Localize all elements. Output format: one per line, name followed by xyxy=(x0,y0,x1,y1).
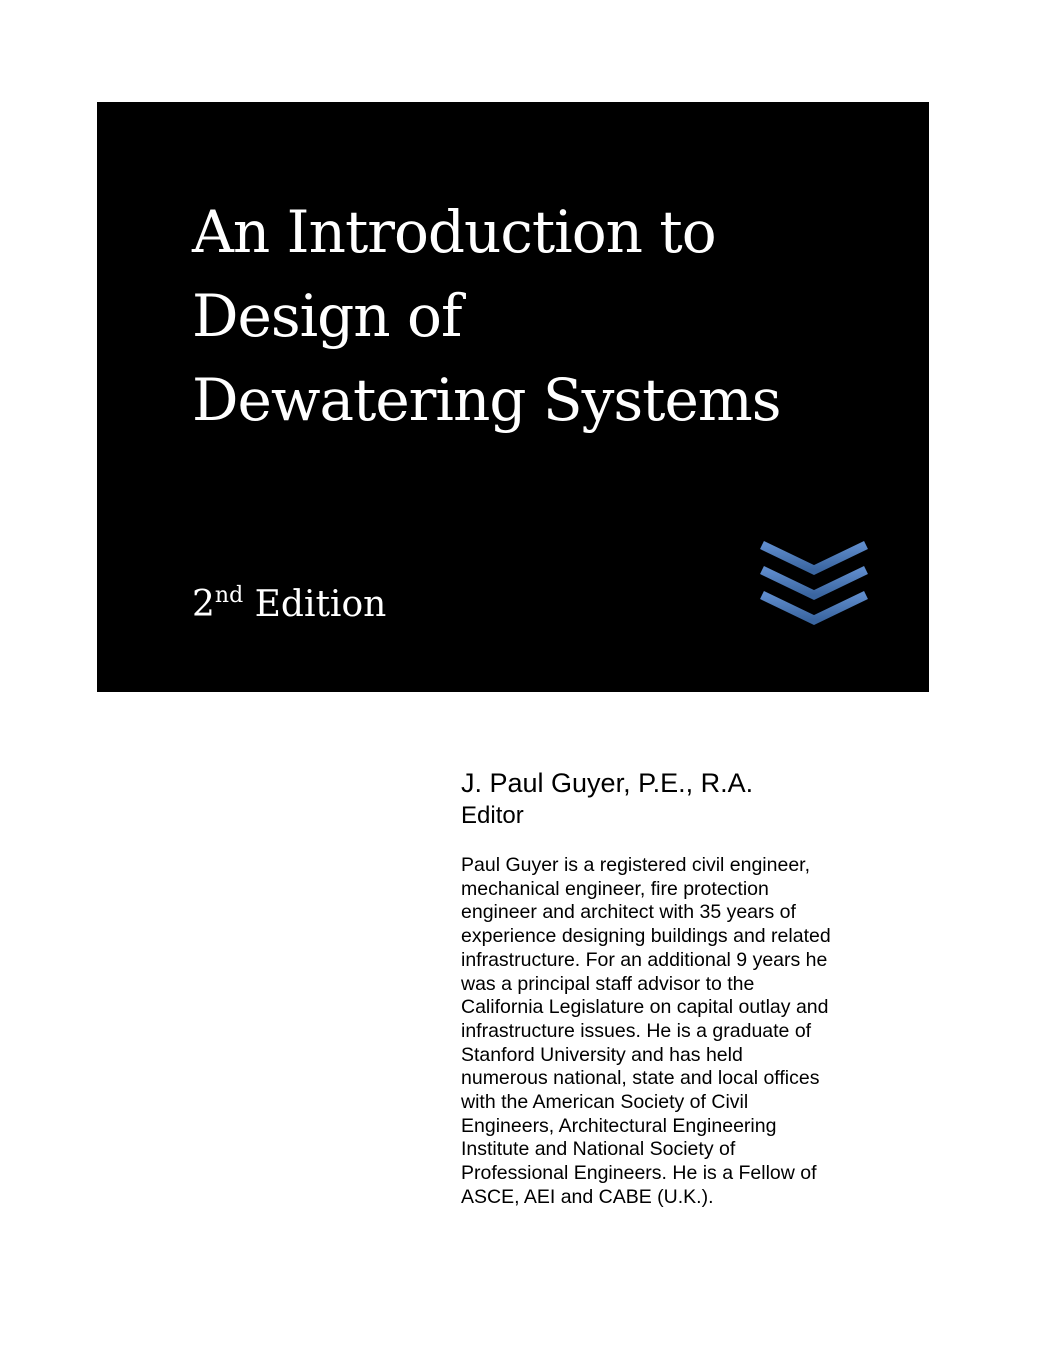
author-name: J. Paul Guyer, P.E., R.A. xyxy=(461,768,754,798)
cover-panel xyxy=(97,102,929,692)
author-bio xyxy=(461,854,901,1210)
bio-line: Stanford University and has held xyxy=(461,1043,743,1066)
chevron-shape xyxy=(762,545,866,570)
title-line: Design of xyxy=(192,282,462,350)
bio-line: Paul Guyer is a registered civil engineer, xyxy=(461,854,811,876)
bio-line: experience designing buildings and related xyxy=(461,925,831,948)
bio-line: with the American Society of Civil xyxy=(461,1091,749,1114)
bio-line: Institute and National Society of xyxy=(461,1138,736,1161)
bio-line: was a principal staff advisor to the xyxy=(461,972,755,995)
bio-line: mechanical engineer, fire protection xyxy=(461,877,769,900)
edition-number: 2 xyxy=(192,584,215,625)
bio-line: California Legislature on capital outlay and xyxy=(461,996,829,1019)
author-block xyxy=(461,766,901,1210)
author-role: Editor xyxy=(461,802,524,829)
title-line: Dewatering Systems xyxy=(192,366,781,434)
edition-suffix: nd xyxy=(214,583,244,608)
bio-line: numerous national, state and local offices xyxy=(461,1067,820,1090)
bio-line: engineer and architect with 35 years of xyxy=(461,901,796,924)
edition-word: Edition xyxy=(254,584,387,625)
triple-chevron-down-icon xyxy=(759,540,869,632)
bio-line: Professional Engineers. He is a Fellow of xyxy=(461,1162,817,1185)
bio-line: Engineers, Architectural Engineering xyxy=(461,1114,777,1137)
bio-line: infrastructure. For an additional 9 years he xyxy=(461,948,828,971)
edition-label xyxy=(192,580,386,630)
bio-line: ASCE, AEI and CABE (U.K.). xyxy=(461,1185,714,1208)
bio-line: infrastructure issues. He is a graduate of xyxy=(461,1019,812,1042)
book-title xyxy=(192,190,781,442)
title-line: An Introduction to xyxy=(192,198,716,266)
